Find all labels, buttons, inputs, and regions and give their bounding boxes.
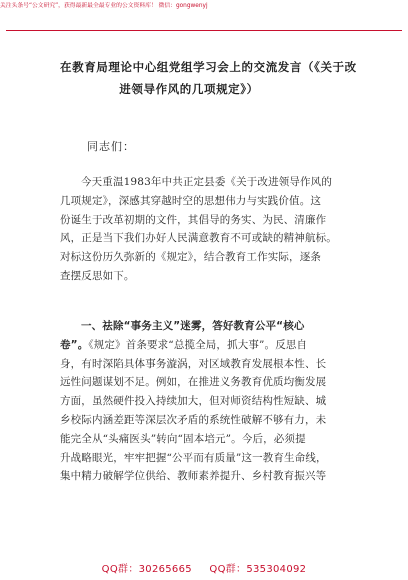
header-divider (6, 30, 402, 31)
paragraph-2 (60, 317, 350, 486)
title-line-1: 在教育局理论中心组党组学习会上的交流发言（《关于改 (60, 60, 357, 74)
footer-qq-group-2: QQ群：535304092 (209, 564, 307, 575)
paragraph-2-line: 乡校际内涵差距等深层次矛盾的系统性破解不够有力，未 (60, 413, 327, 426)
paragraph-1 (60, 173, 350, 286)
paragraph-2-line: 远性问题谋划不足。例如，在推进义务教育优质均衡发展 (60, 376, 327, 389)
footer-contact (0, 560, 408, 575)
section-heading-1: 一、祛除“事务主义”迷雾，答好教育公平“核心 (81, 320, 305, 332)
salutation: 同志们： (87, 140, 135, 153)
paragraph-1-line: 份诞生于改革初期的文件，其倡导的务实、为民、清廉作 (60, 213, 327, 226)
footer-qq-group-1: QQ群：30265665 (101, 564, 192, 575)
document-title (60, 56, 362, 100)
paragraph-2-line: 方面，虽然硬件投入持续加大，但对师资结构性短缺、城 (60, 395, 327, 408)
paragraph-1-line: 查摆反思如下。 (60, 269, 135, 282)
paragraph-2-line: 能完全从“头痛医头”转向“固本培元”。今后，必须提 (60, 432, 306, 445)
paragraph-2-line: 身，有时深陷具体事务漩涡，对区域教育发展根本性、长 (60, 357, 327, 370)
paragraph-2-text: 《规定》首条要求“总揽全局，抓大事”。反思自 (88, 338, 308, 351)
section-heading-1-end: 卷”。 (60, 338, 89, 351)
paragraph-2-line: 升战略眼光，牢牢把握“公平而有质量”这一教育生命线， (60, 451, 327, 464)
paragraph-1-line: 今天重温1983年中共正定县委《关于改进领导作风的 (81, 176, 332, 188)
header-banner: 关注头条号“公文研究”，获得最新最全最专业的公文资料库！ 微信：gongwenyj (0, 3, 208, 9)
paragraph-1-line: 对标这份历久弥新的《规定》，结合教育工作实际，逐条 (60, 251, 321, 264)
paragraph-2-line (60, 336, 350, 355)
paragraph-1-line: 风，正是当下我们办好人民满意教育不可或缺的精神航标。 (60, 232, 337, 245)
paragraph-1-line: 几项规定》，深感其穿越时空的思想伟力与实践价值。这 (60, 194, 321, 207)
paragraph-2-line: 集中精力破解学位供给、教师素养提升、乡村教育振兴等 (60, 470, 327, 483)
title-line-2: 进领导作风的几项规定》） (119, 82, 259, 96)
